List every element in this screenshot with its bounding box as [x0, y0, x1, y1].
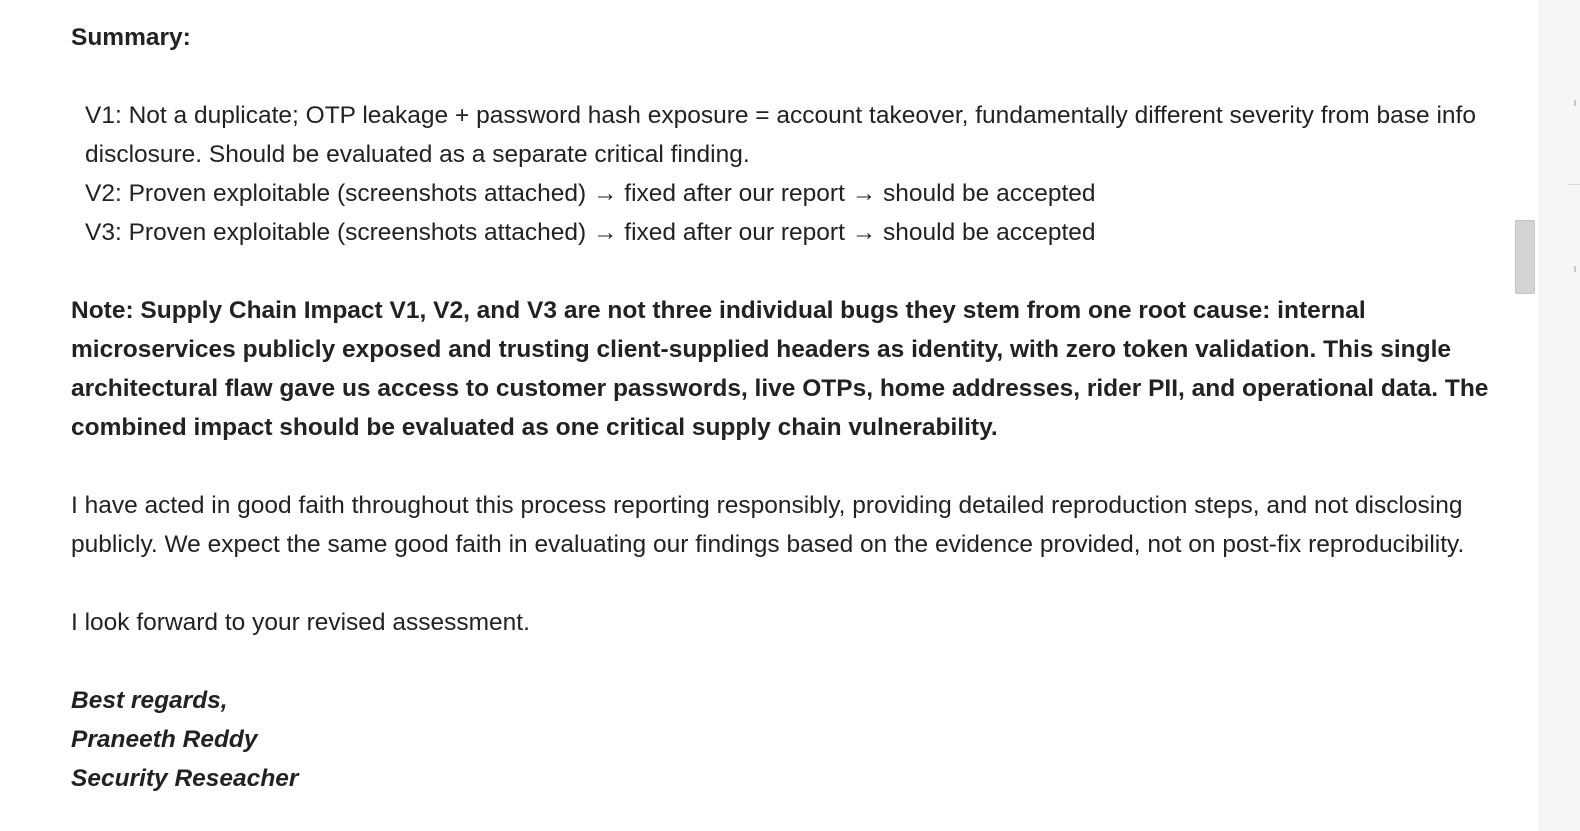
spacer	[71, 57, 1491, 96]
side-panel-divider	[1568, 184, 1580, 185]
good-faith-paragraph: I have acted in good faith throughout this process reporting responsibly, providing detailed reproduction steps, and not disclosing publicly. We expect the same good faith in evaluating our findings based on the evidence provided, not on post-fix reproducibility.	[71, 492, 1465, 558]
summary-item-v2: V2: Proven exploitable (screenshots attached) → fixed after our report → should be accepted	[85, 180, 1096, 207]
signature-sign-off: Best regards,	[71, 687, 228, 714]
spacer	[71, 252, 1491, 291]
side-panel-edge-icon[interactable]	[1574, 100, 1580, 106]
closing-line: I look forward to your revised assessment.	[71, 609, 530, 636]
summary-item-v1: V1: Not a duplicate; OTP leakage + password hash exposure = account takeover, fundamentally different severity from base info disclosure. Should be evaluated as a separate critical finding.	[85, 102, 1476, 168]
scrollbar-thumb[interactable]	[1515, 220, 1535, 294]
spacer	[71, 564, 1491, 603]
signature-title: Security Reseacher	[71, 765, 299, 792]
side-panel-edge-icon[interactable]	[1574, 266, 1580, 272]
summary-item-v3: V3: Proven exploitable (screenshots attached) → fixed after our report → should be accepted	[85, 219, 1096, 246]
email-body	[71, 18, 1491, 798]
summary-heading: Summary:	[71, 24, 191, 51]
spacer	[71, 447, 1491, 486]
signature-name: Praneeth Reddy	[71, 726, 258, 753]
right-side-panel	[1538, 0, 1580, 831]
spacer	[71, 642, 1491, 681]
supply-chain-note: Note: Supply Chain Impact V1, V2, and V3 are not three individual bugs they stem from one root cause: internal microservices publicly exposed and trusting client-supplied headers as identity, with zero token validation. This single architectural flaw gave us access to customer passwords, live OTPs, home addresses, rider PII, and operational data. The combined impact should be evaluated as one critical supply chain vulnerability.	[71, 297, 1489, 441]
